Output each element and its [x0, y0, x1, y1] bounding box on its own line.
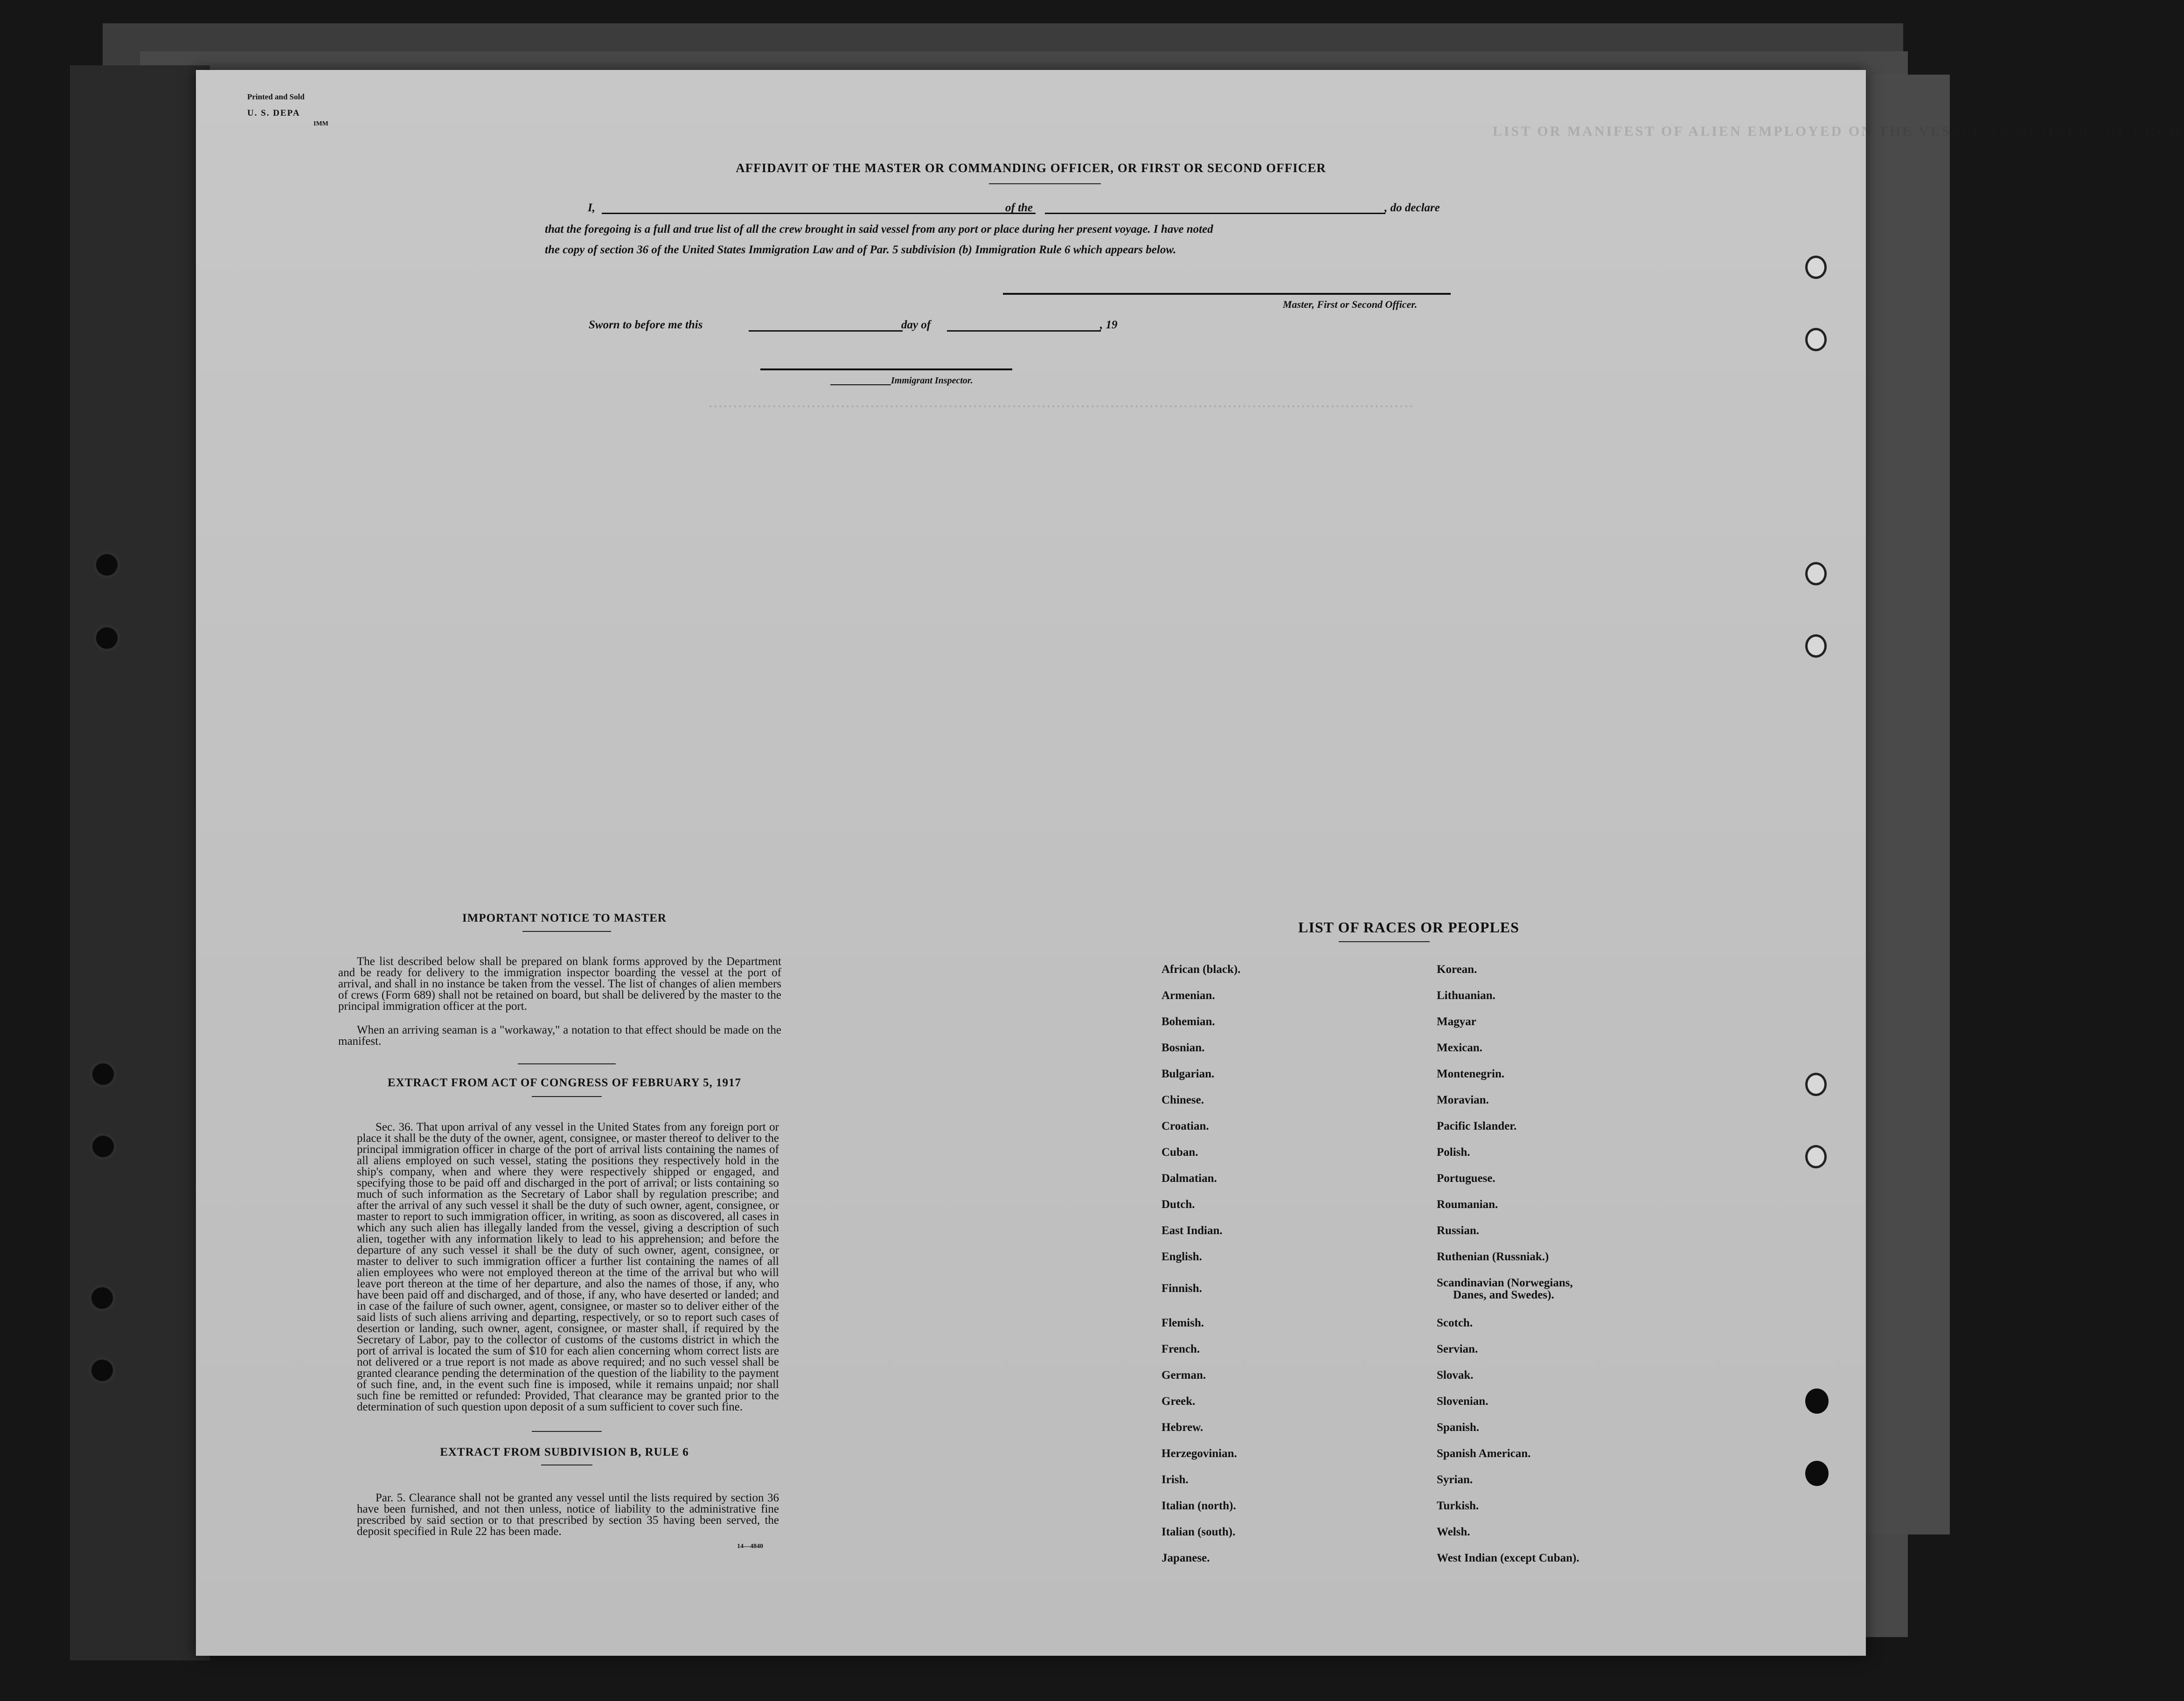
race-item: African (black).: [1162, 963, 1241, 976]
race-item: Korean.: [1437, 963, 1477, 976]
race-item: Russian.: [1437, 1224, 1480, 1237]
race-item: East Indian.: [1162, 1224, 1223, 1237]
affidavit-title: AFFIDAVIT OF THE MASTER OR COMMANDING OFFICER, OR FIRST OR SECOND OFFICER: [736, 161, 1326, 175]
races-title: LIST OF RACES OR PEOPLES: [1298, 919, 1519, 936]
punch-hole-left: [91, 1360, 113, 1381]
race-item: Montenegrin.: [1437, 1068, 1505, 1080]
race-item: Bulgarian.: [1162, 1068, 1215, 1080]
race-item: West Indian (except Cuban).: [1437, 1552, 1579, 1564]
race-item: Croatian.: [1162, 1120, 1209, 1132]
race-item: English.: [1162, 1250, 1202, 1263]
race-item: Dalmatian.: [1162, 1172, 1217, 1185]
race-item: Lithuanian.: [1437, 989, 1495, 1002]
divider: [532, 1096, 602, 1097]
race-item: Armenian.: [1162, 989, 1215, 1002]
punch-hole-right: [1805, 1145, 1827, 1168]
inspector-leader-line: [830, 384, 891, 385]
race-item: Moravian.: [1437, 1094, 1489, 1106]
race-item: Dutch.: [1162, 1198, 1195, 1211]
extract-rule-body: Par. 5. Clearance shall not be granted any vessel until the lists required by section 36 have been furnished, and not then unless, notice of liability to the administrative fine prescribed by said section or to that prescribed by section 35 having been served, the deposit specified in Rule 22 has been made.: [357, 1492, 779, 1538]
race-item: German.: [1162, 1369, 1206, 1382]
document-page: [196, 70, 2184, 1656]
race-item: Herzegovinian.: [1162, 1447, 1237, 1460]
race-item: Flemish.: [1162, 1317, 1204, 1329]
race-item: Scandinavian (Norwegians,: [1437, 1277, 1573, 1289]
divider: [989, 183, 1101, 184]
race-item: Italian (north).: [1162, 1500, 1236, 1512]
punch-hole-right: [1805, 256, 1827, 279]
punch-hole-left: [92, 1063, 114, 1085]
punch-hole-right: [1805, 328, 1827, 351]
race-item: Welsh.: [1437, 1526, 1470, 1538]
affidavit-statement-line2: the copy of section 36 of the United States Immigration Law and of Par. 5 subdivision (b) Immigration Rule 6 which appears below.: [545, 243, 1176, 256]
signature-label: Master, First or Second Officer.: [1283, 299, 1418, 310]
do-declare-text: , do declare: [1384, 201, 1440, 214]
notice-paragraph-1: The list described below shall be prepared on blank forms approved by the Department and be ready for delivery to the immigration inspector boarding the vessel at the port of arrival, and shall in no instance be taken from the vessel. The list of changes of alien members of crews (Form 689) shall not be retained on board, but shall be delivered by the master to the principal immigration officer at the port.: [338, 955, 781, 1013]
name-blank[interactable]: [602, 213, 1036, 214]
extract-rule-title: EXTRACT FROM SUBDIVISION B, RULE 6: [440, 1446, 689, 1458]
vessel-blank[interactable]: [1045, 213, 1385, 214]
divider: [532, 1431, 602, 1432]
extract-act-body: Sec. 36. That upon arrival of any vessel in the United States from any foreign port or place it shall be the duty of the owner, agent, consignee, or master thereof to deliver to the principal immigration officer in charge of the port of arrival lists containing the names of all aliens employed on such vessel, stating the positions they respectively hold in the ship's company, when and where they were respectively shipped or engaged, and specifying those to be paid off and discharged in the port of arrival; or lists containing so much of such information as the Secretary of Labor shall by regulation prescribe; and after the arrival of any such vessel it shall be the duty of such owner, agent, consignee, or master to report to such immigration officer, in writing, as soon as discovered, all cases in which any such alien has illegally landed from the vessel, giving a description of such alien, together with any information likely to lead to his apprehension; and before the departure of any such vessel it shall be the duty of such owner, agent, consignee, or master to deliver to such immigration officer a further list containing the names of all alien employees who were not employed thereon at the time of the arrival but who will leave port thereon at the time of her departure, and also the names of those, if any, who have been paid off and discharged, and of those, if any, who have deserted or landed; and in case of the failure of such owner, agent, consignee, or master so to deliver either of the said lists of such aliens arriving and departing, respectively, or so to report such cases of desertion or landing, such owner, agent, consignee, or master shall, if required by the Secretary of Labor, pay to the collector of customs of the customs district in which the port of arrival is located the sum of $10 for each alien concerning whom correct lists are not delivered or a true report is not made as above required; and no such vessel shall be granted clearance pending the determination of the question of the liability to the payment of such fine, and, in the event such fine is imposed, while it remains unpaid; nor shall such fine be remitted or refunded: Provided, That clearance may be granted prior to the determination of such question upon deposit of a sum sufficient to cover such fine.: [357, 1121, 779, 1413]
sworn-prefix: Sworn to before me this: [589, 319, 703, 331]
affidavit-i-label: I,: [588, 201, 595, 214]
race-item: Portuguese.: [1437, 1172, 1495, 1185]
year-prefix: , 19: [1100, 319, 1118, 331]
race-item: Danes, and Swedes).: [1453, 1289, 1554, 1301]
race-item: Servian.: [1437, 1343, 1478, 1355]
race-item: Chinese.: [1162, 1094, 1204, 1106]
race-item: Spanish American.: [1437, 1447, 1531, 1460]
corner-stamp-line2: U. S. DEPA: [247, 108, 300, 118]
punch-hole-right: [1805, 1389, 1829, 1414]
divider: [518, 1063, 616, 1064]
race-item: Greek.: [1162, 1395, 1196, 1408]
form-number: 14—4840: [737, 1543, 763, 1550]
show-through-text: ................................................................................................................................................: [709, 396, 1414, 410]
extract-act-title: EXTRACT FROM ACT OF CONGRESS OF FEBRUARY 5, 1917: [387, 1076, 742, 1089]
notice-paragraph-2: When an arriving seaman is a "workaway," a notation to that effect should be made on the manifest.: [338, 1024, 781, 1048]
race-item: Magyar: [1437, 1015, 1476, 1028]
race-item: Slovak.: [1437, 1369, 1474, 1382]
affidavit-statement-line1: that the foregoing is a full and true list of all the crew brought in said vessel from any port or place during her present voyage. I have noted: [545, 223, 1213, 236]
punch-hole-right: [1805, 634, 1827, 658]
race-item: Roumanian.: [1437, 1198, 1498, 1211]
inspector-label: Immigrant Inspector.: [891, 375, 973, 386]
punch-hole-left: [96, 554, 118, 576]
race-item: French.: [1162, 1343, 1200, 1355]
show-through-text: LIST OR MANIFEST OF ALIEN EMPLOYED ON THE VESSEL AS MEMBERS OF CREW: [1493, 124, 2184, 139]
affidavit-of-the-label: of the: [1005, 201, 1033, 214]
race-item: Italian (south).: [1162, 1526, 1236, 1538]
race-item: Spanish.: [1437, 1421, 1480, 1434]
corner-stamp-line3: IMM: [313, 120, 328, 127]
signature-blank[interactable]: [1003, 293, 1451, 295]
punch-hole-right: [1805, 1461, 1829, 1486]
race-item: Pacific Islander.: [1437, 1120, 1517, 1132]
race-item: Mexican.: [1437, 1041, 1482, 1054]
race-item: Syrian.: [1437, 1473, 1473, 1486]
day-of-label: day of: [901, 319, 931, 331]
notice-title: IMPORTANT NOTICE TO MASTER: [462, 912, 667, 924]
punch-hole-left: [96, 627, 118, 649]
left-binding-strip: [70, 65, 210, 1660]
divider: [1339, 941, 1430, 942]
race-item: Slovenian.: [1437, 1395, 1488, 1408]
race-item: Bosnian.: [1162, 1041, 1205, 1054]
race-item: Finnish.: [1162, 1282, 1202, 1295]
race-item: Turkish.: [1437, 1500, 1479, 1512]
race-item: Hebrew.: [1162, 1421, 1203, 1434]
day-blank[interactable]: [749, 330, 903, 332]
race-item: Polish.: [1437, 1146, 1470, 1159]
month-blank[interactable]: [947, 330, 1101, 332]
race-item: Bohemian.: [1162, 1015, 1215, 1028]
race-item: Irish.: [1162, 1473, 1189, 1486]
race-item: Scotch.: [1437, 1317, 1473, 1329]
punch-hole-right: [1805, 562, 1827, 585]
punch-hole-left: [92, 1136, 114, 1157]
inspector-signature-blank[interactable]: [760, 368, 1012, 370]
punch-hole-left: [91, 1287, 113, 1309]
corner-stamp-line1: Printed and Sold: [247, 92, 305, 101]
divider: [522, 931, 611, 932]
race-item: Ruthenian (Russniak.): [1437, 1250, 1549, 1263]
race-item: Japanese.: [1162, 1552, 1210, 1564]
right-binding-strip: [1857, 75, 1950, 1534]
race-item: Cuban.: [1162, 1146, 1198, 1159]
punch-hole-right: [1805, 1073, 1827, 1096]
